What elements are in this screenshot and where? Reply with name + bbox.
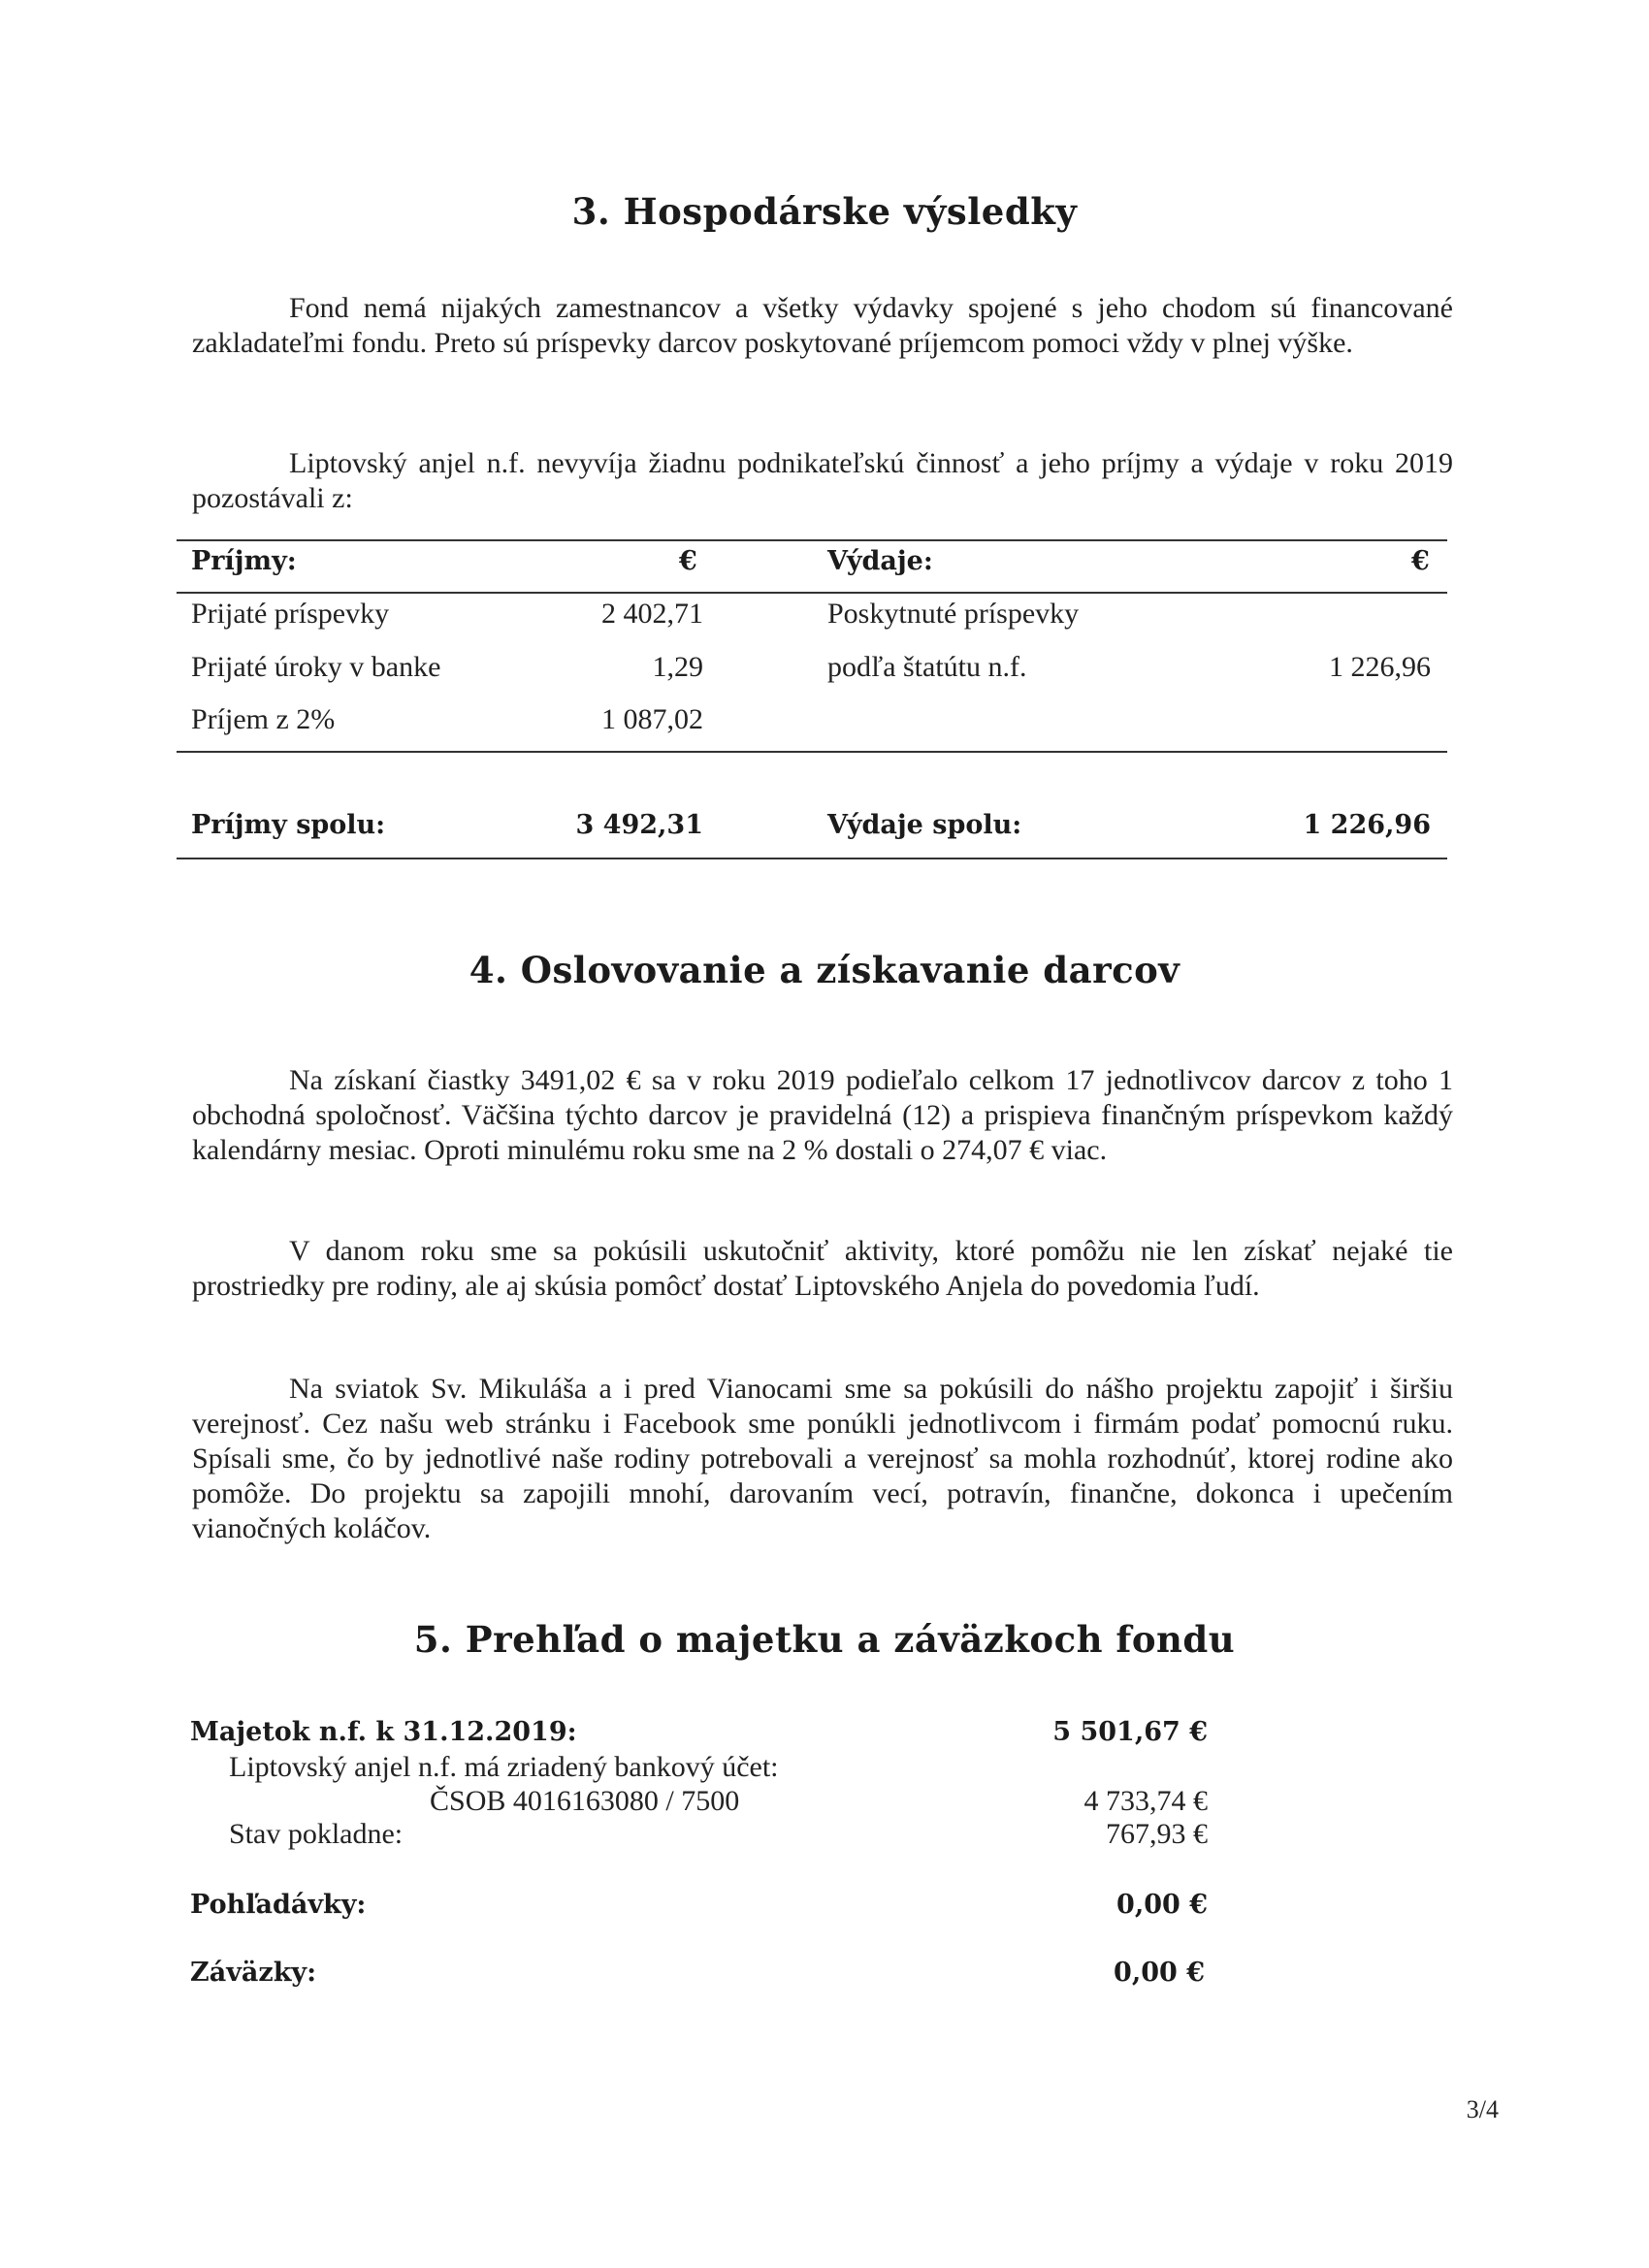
income-row-label: Prijaté príspevky	[191, 598, 390, 630]
table-top-rule	[177, 539, 1447, 541]
cash-label: Stav pokladne:	[229, 1818, 404, 1850]
receivables-value: 0,00 €	[1116, 1890, 1208, 1920]
income-total-value: 3 492,31	[575, 810, 703, 840]
income-total-label: Príjmy spolu:	[191, 810, 386, 840]
expense-row-label: Poskytnuté príspevky	[827, 598, 1080, 630]
expense-currency: €	[1411, 546, 1430, 576]
bank-account-label: Liptovský anjel n.f. má zriadený bankový účet:	[229, 1751, 779, 1783]
income-row-label: Príjem z 2%	[191, 703, 336, 735]
liabilities-label: Záväzky:	[190, 1958, 317, 1988]
expense-total-value: 1 226,96	[1303, 810, 1431, 840]
cash-value: 767,93 €	[1106, 1818, 1208, 1850]
section-4-heading: 4. Oslovovanie a získavanie darcov	[469, 949, 1180, 991]
expense-row-label: podľa štatútu n.f.	[827, 651, 1027, 683]
table-header-rule	[177, 592, 1447, 594]
income-row-label: Prijaté úroky v banke	[191, 651, 441, 683]
liabilities-value: 0,00 €	[1114, 1958, 1205, 1988]
expense-header: Výdaje:	[827, 546, 933, 576]
expense-row-value: 1 226,96	[1329, 651, 1431, 683]
section-4-paragraph-1: Na získaní čiastky 3491,02 € sa v roku 2019 podieľalo celkom 17 jednotlivcov darcov z toho 1 obchodná spoločnosť. Väčšina týchto darcov je pravidelná (12) a prispieva finančným príspevkom každý kalendárny mesiac. Oproti minulému roku sme na 2 % dostali o 274,07 € viac.	[192, 1064, 1453, 1166]
expense-total-label: Výdaje spolu:	[827, 810, 1022, 840]
income-row-value: 1 087,02	[601, 703, 703, 735]
table-bottom-rule	[177, 858, 1447, 859]
receivables-label: Pohľadávky:	[190, 1890, 367, 1920]
section-5-heading: 5. Prehľad o majetku a záväzkoch fondu	[413, 1618, 1236, 1661]
income-header: Príjmy:	[191, 546, 297, 576]
section-3-heading: 3. Hospodárske výsledky	[571, 190, 1078, 233]
table-body-rule	[177, 751, 1447, 753]
income-currency: €	[679, 546, 697, 576]
section-3-paragraph-2: Liptovský anjel n.f. nevyvíja žiadnu podnikateľskú činnosť a jeho príjmy a výdaje v roku 2019 pozostávali z:	[192, 447, 1453, 514]
bank-account-value: 4 733,74 €	[1083, 1785, 1208, 1817]
section-4-paragraph-3: Na sviatok Sv. Mikuláša a i pred Vianocami sme sa pokúsili do nášho projektu zapojiť i širšiu verejnosť. Cez našu web stránku i Facebook sme ponúkli jednotlivcom i firmám podať pomocnú ruku. Spísali sme, čo by jednotlivé naše rodiny potrebovali a verejnosť sa mohla rozhodnúť, ktorej rodine ako pomôže. Do projektu sa zapojili mnohí, darovaním vecí, potravín, finančne, dokonca i upečením vianočných koláčov.	[192, 1373, 1453, 1544]
bank-account-number: ČSOB 4016163080 / 7500	[430, 1785, 740, 1817]
page-number: 3/4	[1466, 2095, 1499, 2123]
income-row-value: 2 402,71	[601, 598, 703, 630]
section-4-paragraph-2: V danom roku sme sa pokúsili uskutočniť aktivity, ktoré pomôžu nie len získať nejaké tie prostriedky pre rodiny, ale aj skúsia pomôcť dostať Liptovského Anjela do povedomia ľudí.	[192, 1235, 1453, 1302]
assets-label: Majetok n.f. k 31.12.2019:	[190, 1717, 577, 1747]
income-row-value: 1,29	[652, 651, 703, 683]
assets-value: 5 501,67 €	[1052, 1717, 1208, 1747]
section-3-paragraph-1: Fond nemá nijakých zamestnancov a všetky výdavky spojené s jeho chodom sú financované zakladateľmi fondu. Preto sú príspevky darcov poskytované príjemcom pomoci vždy v plnej výške.	[192, 292, 1453, 359]
